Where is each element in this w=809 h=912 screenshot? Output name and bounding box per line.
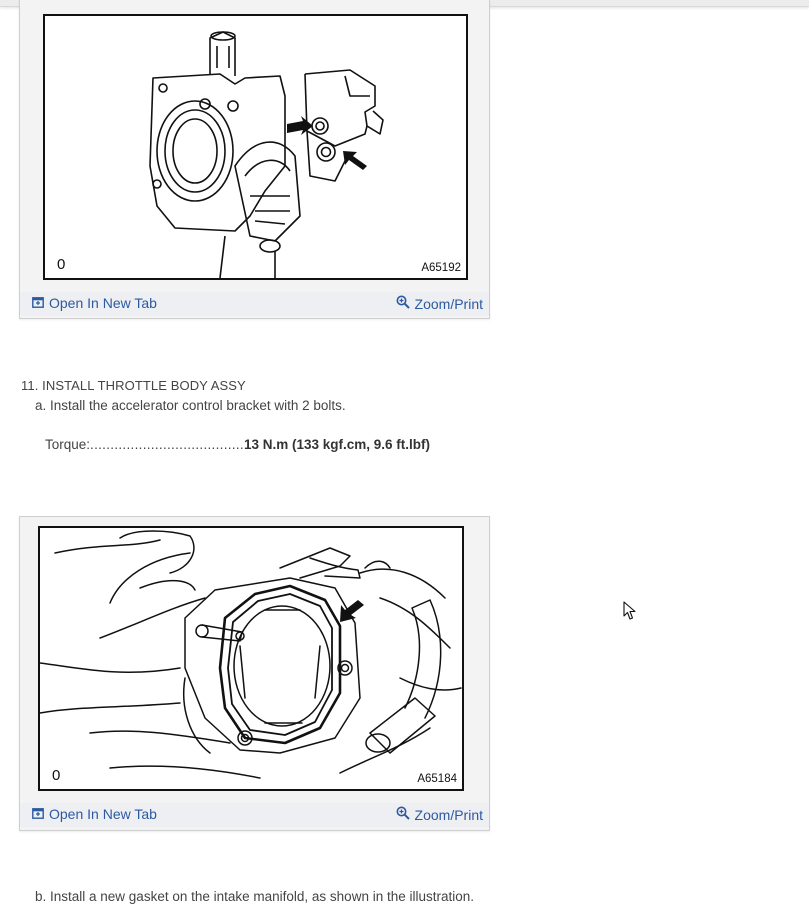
throttle-bracket-drawing <box>45 16 466 278</box>
figure-code: A65184 <box>417 773 457 785</box>
zoom-print-label: Zoom/Print <box>414 295 483 312</box>
figure-illustration-bracket[interactable] <box>43 14 468 280</box>
zoom-print-label: Zoom/Print <box>414 806 483 823</box>
figure-corner-mark: 0 <box>57 256 66 273</box>
figure-code: A65192 <box>421 262 461 274</box>
gasket-manifold-drawing <box>40 528 462 789</box>
figure-card-gasket <box>19 516 490 831</box>
figure-footer <box>20 803 489 827</box>
zoom-print-link[interactable] <box>396 806 483 823</box>
magnifier-zoom-icon <box>396 806 410 823</box>
open-in-new-tab-link[interactable] <box>32 295 157 311</box>
step-heading: 11. INSTALL THROTTLE BODY ASSY <box>21 378 246 393</box>
figure-card-bracket <box>19 0 490 319</box>
figure-illustration-gasket[interactable] <box>38 526 464 791</box>
step-instruction-b: b. Install a new gasket on the intake manifold, as shown in the illustration. <box>35 889 475 904</box>
torque-value: 13 N.m (133 kgf.cm, 9.6 ft.lbf) <box>243 437 431 452</box>
open-new-tab-icon <box>32 295 44 311</box>
open-in-new-tab-label: Open In New Tab <box>49 806 157 822</box>
figure-corner-mark: 0 <box>52 767 61 784</box>
open-in-new-tab-label: Open In New Tab <box>49 295 157 311</box>
torque-label: Torque: <box>45 437 91 452</box>
torque-leader-dots: ...................................... <box>90 437 244 452</box>
open-new-tab-icon <box>32 806 44 822</box>
figure-footer <box>20 292 489 316</box>
zoom-print-link[interactable] <box>396 295 483 312</box>
open-in-new-tab-link[interactable] <box>32 806 157 822</box>
mouse-pointer-icon <box>623 601 637 626</box>
torque-spec <box>45 437 430 452</box>
magnifier-zoom-icon <box>396 295 410 312</box>
step-instruction-a: a. Install the accelerator control bracket with 2 bolts. <box>35 398 346 413</box>
